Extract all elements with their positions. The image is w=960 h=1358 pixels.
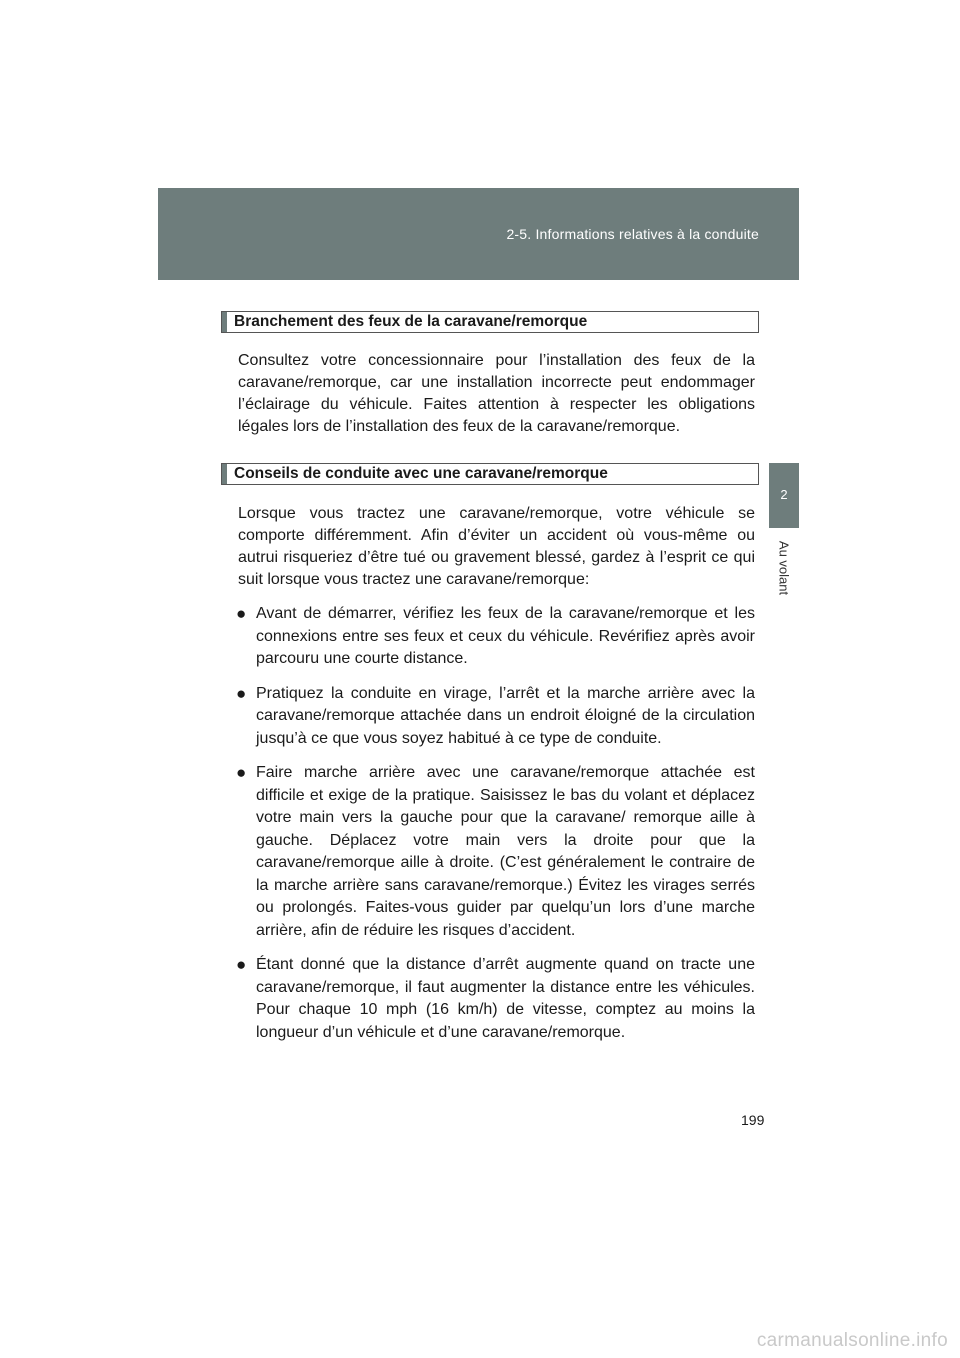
paragraph-trailer-lights: Consultez votre concessionnaire pour l’installation des feux de la caravane/remorque, car une installation incorrecte peut endommager l’éclairage du véhicule. Faites attention à respecter les obligations légales lors de l’installation des feux de la caravane/remorque. [238, 352, 755, 435]
section-heading-driving-tips: Conseils de conduite avec une caravane/remorque [221, 463, 759, 485]
watermark: carmanualsonline.info [756, 1330, 948, 1351]
paragraph-driving-tips: Lorsque vous tractez une caravane/remorque, votre véhicule se comporte différemment. Afin d’éviter un accident où vous-même ou autrui risqueriez d’être tué ou gravement blessé, gardez à l’esprit ce qui suit lorsque vous tractez une caravane/remorque: [238, 505, 755, 588]
chapter-tab [769, 463, 799, 528]
list-item-text: Étant donné que la distance d’arrêt augmente quand on tracte une caravane/remorque, il faut augmenter la distance entre les véhicules. Pour chaque 10 mph (16 km/h) de vitesse, comptez au moins la longueur d’un véhicule et d’une caravane/remorque. [256, 956, 755, 1041]
list-item-text: Pratiquez la conduite en virage, l’arrêt et la marche arrière avec la caravane/remorque attachée dans un endroit éloigné de la circulation jusqu’à ce que vous soyez habitué à ce type de conduite. [256, 684, 755, 747]
bullet-icon: ● [236, 604, 247, 623]
list-item [221, 762, 759, 942]
page-number: 199 [741, 1112, 765, 1128]
chapter-number: 2 [780, 487, 788, 502]
page-content [221, 311, 759, 1044]
chapter-label: Au volant [776, 540, 792, 596]
list-item [221, 603, 759, 671]
driving-tips-list [221, 603, 759, 1044]
section-heading-trailer-lights: Branchement des feux de la caravane/remorque [221, 311, 759, 333]
bullet-icon: ● [236, 763, 247, 782]
header-band [158, 188, 799, 280]
bullet-icon: ● [236, 955, 247, 974]
list-item [221, 954, 759, 1044]
bullet-icon: ● [236, 683, 247, 703]
list-item [221, 683, 759, 751]
list-item-text: Avant de démarrer, vérifiez les feux de la caravane/remorque et les connexions entre ses feux et ceux du véhicule. Revérifiez après avoir parcouru une courte distance. [256, 605, 755, 667]
section-path: 2-5. Informations relatives à la conduite [506, 226, 759, 242]
list-item-text: Faire marche arrière avec une caravane/remorque attachée est difficile et exige de la pratique. Saisissez le bas du volant et déplacez votre main vers la gauche pour que la caravane/ remorque aille à gauche. Déplacez votre main vers la droite pour que la caravane/remorque aille à droite. (C’est généralement le contraire de la marche arrière sans caravane/remorque.) Évitez les virages serrés ou prolongés. Faites-vous guider par quelqu’un lors d’une marche arrière, afin de réduire les risques d’accident. [256, 764, 755, 939]
